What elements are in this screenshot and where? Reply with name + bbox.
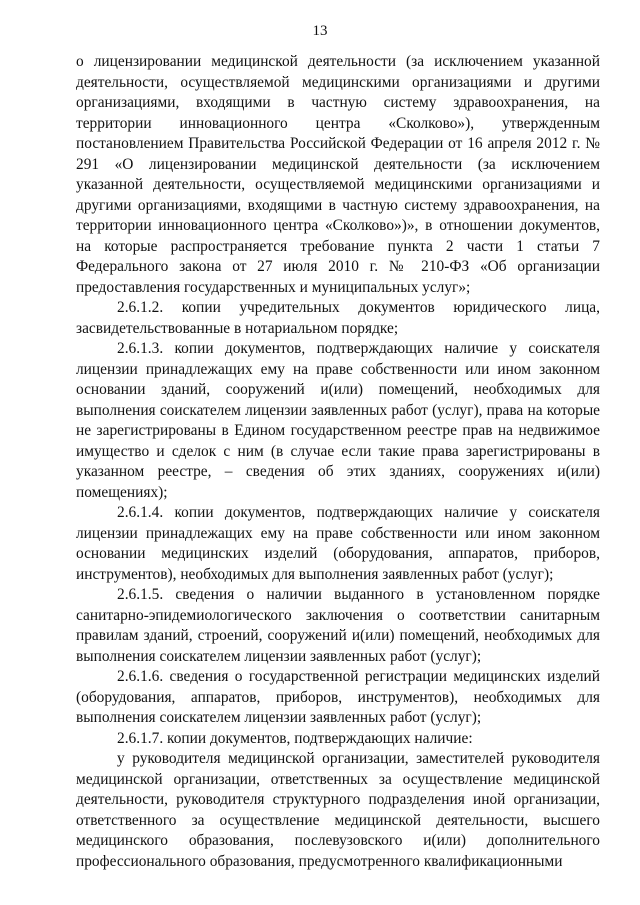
paragraph-2-6-1-4: 2.6.1.4. копии документов, подтверждающих наличие у соискателя лицензии принадлежащих ему на праве собственности или ином законном основании медицинских изделий (оборудования, аппаратов, приборов, инструментов), необходимых для выполнения заявленных работ (услуг); xyxy=(76,504,600,583)
paragraph-2-6-1-3: 2.6.1.3. копии документов, подтверждающих наличие у соискателя лицензии принадлежащих ему на праве собственности или ином законном основании зданий, сооружений и(или) помещений, необходимых для выполнения соискателем лицензии заявленных работ (услуг), права на которые не зарегистрированы в Едином государственном реестре прав на недвижимое имущество и сделок с ним (в случае если такие права зарегистрированы в указанном реестре, – сведения об этих зданиях, сооружениях и(или) помещениях); xyxy=(76,340,600,501)
paragraph-2-6-1-2: 2.6.1.2. копии учредительных документов юридического лица, засвидетельствованные в нотариальном порядке; xyxy=(76,299,600,337)
page-number: 13 xyxy=(312,23,328,39)
paragraph-head-requirements: у руководителя медицинской организации, заместителей руководителя медицинской организации, ответственных за осуществление медицинской деятельности, руководителя структурного подразделения иной организации, ответственного за осуществление медицинской деятельности, высшего медицинского образования, послевузовского и(или) дополнительного профессионального образования, предусмотренного квалификационными xyxy=(76,750,600,870)
paragraph-2-6-1-6: 2.6.1.6. сведения о государственной регистрации медицинских изделий (оборудования, аппаратов, приборов, инструментов), необходимых для выполнения соискателем лицензии заявленных работ (услуг); xyxy=(76,668,600,726)
paragraph-licensing-reference: о лицензировании медицинской деятельности (за исключением указанной деятельности, осуществляемой медицинскими организациями и другими организациями, входящими в частную систему здравоохранения, на территории инновационного центра «Сколково»), утвержденным постановлением Правительства Российской Федерации от 16 апреля 2012 г. № 291 «О лицензировании медицинской деятельности (за исключением указанной деятельности, осуществляемой медицинскими организациями и другими организациями, входящими в частную систему здравоохранения, на территории инновационного центра «Сколково»)», в отношении документов, на которые распространяется требование пункта 2 части 1 статьи 7 Федерального закона от 27 июля 2010 г. № 210-ФЗ «Об организации предоставления государственных и муниципальных услуг»; xyxy=(76,53,600,296)
paragraph-2-6-1-5: 2.6.1.5. сведения о наличии выданного в установленном порядке санитарно-эпидемиологического заключения о соответствии санитарным правилам зданий, строений, сооружений и(или) помещений, необходимых для выполнения соискателем лицензии заявленных работ (услуг); xyxy=(76,586,600,665)
document-body xyxy=(76,52,600,872)
paragraph-2-6-1-7: 2.6.1.7. копии документов, подтверждающих наличие: xyxy=(117,729,473,747)
